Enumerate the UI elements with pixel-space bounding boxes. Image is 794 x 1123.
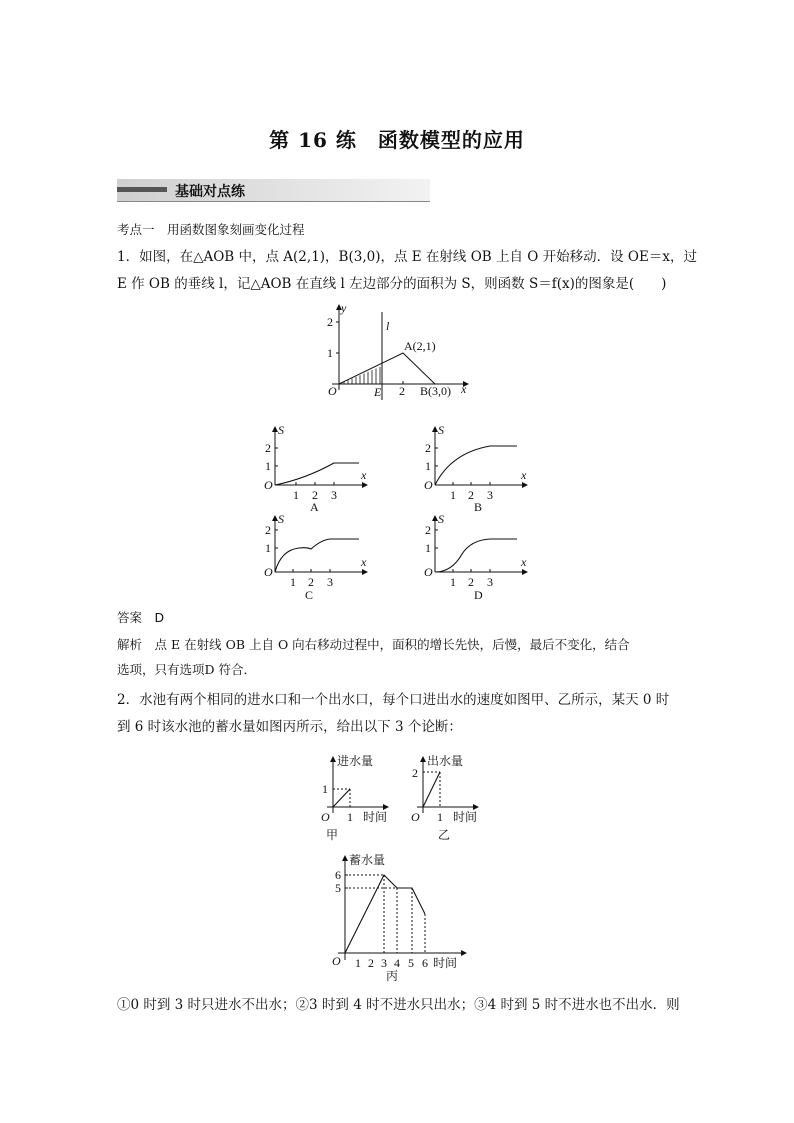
s-label: S (278, 423, 284, 437)
x-tick-1: 1 (293, 488, 299, 502)
bing-y-label: 蓄水量 (349, 853, 386, 867)
q1-text-line2: E 作 OB 的垂线 l，记△AOB 在直线 l 左边部分的面积为 S，则函数 S＝f(x)的图象是( ) (117, 276, 667, 292)
x-tick-2: 2 (468, 575, 474, 589)
q1-triangle-figure (318, 300, 478, 405)
choice-b-label: B (474, 500, 483, 513)
q2-text-line1: 2．水池有两个相同的进水口和一个出水口，每个口进出水的速度如图甲、乙所示，某天 0 时 (117, 692, 670, 708)
y-tick-1: 1 (265, 459, 271, 473)
y-tick-1: 1 (327, 346, 333, 360)
bing-x-tick-6: 6 (422, 956, 428, 970)
jia-caption: 甲 (326, 828, 339, 842)
origin-label: O (424, 478, 433, 492)
yi-x-tick-1: 1 (437, 810, 443, 824)
s-label: S (438, 423, 444, 437)
y-tick-2: 2 (425, 441, 431, 455)
point-b-label: B(3,0) (420, 384, 451, 398)
bing-y-tick-5: 5 (335, 881, 341, 895)
choice-d-graph (419, 512, 531, 602)
bing-x-tick-5: 5 (408, 956, 414, 970)
y-tick-1: 1 (425, 459, 431, 473)
jia-x-tick-1: 1 (347, 810, 353, 824)
x-tick-3: 3 (327, 575, 333, 589)
choice-b-graph (419, 423, 531, 513)
x-tick-3: 3 (487, 575, 493, 589)
s-label: S (438, 512, 444, 526)
q1-text-line1: 1．如图，在△AOB 中，点 A(2,1)，B(3,0)，点 E 在射线 OB 上自 O 开始移动．设 OE＝x，过 (117, 249, 697, 265)
yi-x-label: 时间 (453, 810, 478, 824)
origin-label: O (328, 384, 337, 398)
bing-x-tick-3: 3 (381, 956, 387, 970)
jia-y-tick-1: 1 (322, 782, 328, 796)
bing-x-label: 时间 (433, 956, 458, 970)
x-tick-1: 1 (450, 575, 456, 589)
x-axis-label: x (461, 382, 467, 396)
fig-yi (404, 751, 484, 846)
answer-label: 答案 (117, 610, 143, 625)
x-tick-3: 3 (331, 488, 337, 502)
y-tick-2: 2 (265, 523, 271, 537)
outflow-line (423, 772, 440, 807)
storage-line (345, 875, 425, 953)
analysis-line1 (117, 636, 630, 654)
jia-y-label: 进水量 (337, 754, 374, 768)
yi-caption: 乙 (438, 828, 451, 842)
answer-line (117, 609, 164, 627)
choice-a-graph (259, 423, 371, 513)
jia-origin: O (321, 810, 330, 824)
curve-b (435, 446, 517, 485)
choice-d-label: D (474, 588, 483, 602)
y-tick-2: 2 (265, 441, 271, 455)
y-axis-label: y (341, 301, 347, 315)
yi-y-label: 出水量 (427, 754, 464, 768)
x-tick-2: 2 (308, 575, 314, 589)
y-tick-2: 2 (327, 315, 333, 329)
answer-value: D (154, 610, 165, 625)
choice-a-label: A (310, 500, 319, 513)
x-tick-2: 2 (399, 384, 405, 398)
fig-jia (314, 751, 394, 846)
x-tick-2: 2 (468, 488, 474, 502)
jia-x-label: 时间 (363, 810, 388, 824)
section-header (117, 179, 430, 202)
point-e-label: E (374, 385, 382, 399)
x-label: x (521, 468, 527, 482)
y-tick-1: 1 (425, 541, 431, 555)
inflow-line (333, 789, 350, 807)
origin-label: O (264, 478, 273, 492)
origin-label: O (424, 565, 433, 579)
bing-x-tick-1: 1 (355, 956, 361, 970)
analysis-label: 解析 (117, 637, 143, 652)
page-title: 第 16 练 函数模型的应用 (269, 128, 525, 152)
bing-x-tick-2: 2 (368, 956, 374, 970)
yi-origin: O (411, 810, 420, 824)
q2-text-line3: ①0 时到 3 时只进水不出水；②3 时到 4 时不进水只出水；③4 时到 5 时不进水也不出水．则 (117, 997, 680, 1013)
section-marker (117, 187, 167, 192)
curve-d (435, 539, 517, 572)
y-tick-2: 2 (425, 523, 431, 537)
bing-y-tick-6: 6 (335, 868, 341, 882)
bing-x-tick-4: 4 (394, 956, 400, 970)
s-label: S (278, 512, 284, 526)
x-label: x (361, 555, 367, 569)
analysis-line2: 选项，只有选项D 符合． (117, 662, 256, 677)
section-title: 基础对点练 (175, 184, 245, 200)
yi-y-tick-2: 2 (412, 766, 418, 780)
x-tick-1: 1 (450, 488, 456, 502)
y-tick-1: 1 (265, 541, 271, 555)
q2-text-line2: 到 6 时该水池的蓄水量如图丙所示，给出以下 3 个论断： (117, 719, 462, 735)
bing-caption: 丙 (386, 969, 399, 983)
topic-heading: 考点一 用函数图象刻画变化过程 (117, 222, 305, 237)
fig-bing (328, 850, 473, 985)
choice-c-label: C (305, 588, 314, 602)
x-tick-1: 1 (290, 575, 296, 589)
line-l-label: l (386, 319, 390, 333)
x-label: x (521, 555, 527, 569)
point-a-label: A(2,1) (404, 339, 436, 353)
bing-origin: O (332, 954, 341, 968)
x-tick-3: 3 (487, 488, 493, 502)
x-tick-2: 2 (312, 488, 318, 502)
x-label: x (361, 468, 367, 482)
triangle-aob (339, 353, 435, 384)
curve-a (275, 463, 359, 485)
choice-c-graph (259, 512, 371, 602)
analysis-text: 点 E 在射线 OB 上自 O 向右移动过程中，面积的增长先快，后慢，最后不变化，结合 (154, 637, 630, 652)
origin-label: O (264, 565, 273, 579)
curve-c (275, 539, 359, 572)
